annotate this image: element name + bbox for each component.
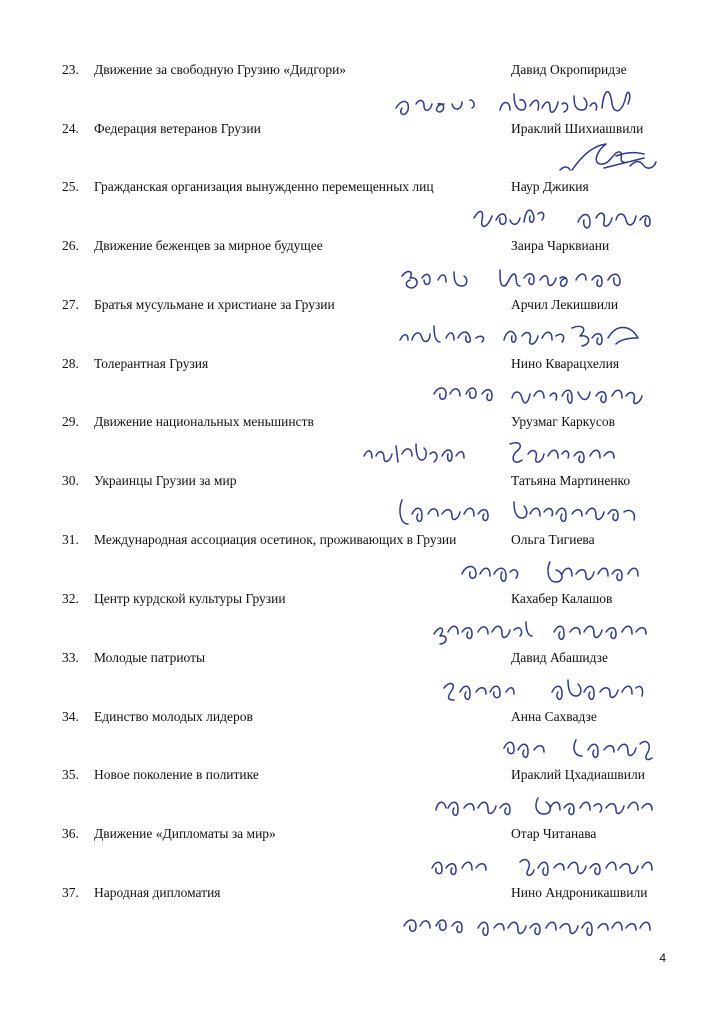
organization-name: Толерантная Грузия [94,356,209,371]
organization-name: Движение «Дипломаты за мир» [94,826,276,841]
handwritten-signature [396,314,670,356]
entry-number: 24. [62,121,79,136]
organization-name: Новое поколение в политике [94,767,259,782]
person-name: Давид Окропиридзе [511,62,627,77]
handwritten-signature [440,668,670,710]
person-name: Кахабер Калашов [511,591,613,606]
handwritten-signature [556,140,666,182]
organization-name: Молодые патриоты [94,650,206,665]
person-name: Арчил Лекишвили [511,297,619,312]
entry-number: 34. [62,709,79,724]
entry-number: 35. [62,767,79,782]
person-name: Давид Абашидзе [511,650,608,665]
handwritten-signature [430,608,670,650]
person-name: Анна Сахвадзе [511,709,597,724]
person-name: Татьяна Мартиненко [511,473,631,488]
entry-number: 32. [62,591,79,606]
organization-name: Центр курдской культуры Грузии [94,591,286,606]
page-number: 4 [659,951,666,965]
organization-name: Федерация ветеранов Грузии [94,121,261,136]
handwritten-signature [432,784,670,826]
handwritten-signature [500,726,670,768]
handwritten-signature [396,490,670,532]
organization-name: Движение национальных меньшинств [94,414,314,429]
entry-number: 37. [62,885,79,900]
organization-name: Гражданская организация вынужденно перемещенных лиц [94,179,434,194]
person-name: Ираклий Шихиашвили [511,121,644,136]
organization-name: Братья мусульмане и христиане за Грузии [94,297,335,312]
entry-number: 23. [62,62,79,77]
handwritten-signature [400,904,670,946]
handwritten-signature [458,550,670,592]
person-name: Урузмаг Каркусов [511,414,615,429]
person-name: Нино Андроникашвили [511,885,648,900]
entry-number: 31. [62,532,79,547]
entry-number: 26. [62,238,79,253]
handwritten-signature [360,432,660,474]
entry-number: 25. [62,179,79,194]
entry-number: 36. [62,826,79,841]
person-name: Заира Чарквиани [511,238,610,253]
organization-name: Единство молодых лидеров [94,709,253,724]
organization-name: Народная дипломатия [94,885,221,900]
person-name: Наур Джикия [511,179,589,194]
organization-name: Международная ассоциация осетинок, проживающих в Грузии [94,532,457,547]
person-name: Отар Читанава [511,826,597,841]
entry-number: 30. [62,473,79,488]
entry-number: 28. [62,356,79,371]
handwritten-signature [392,82,664,124]
handwritten-signature [428,844,670,886]
person-name: Нино Кварацхелия [511,356,620,371]
entry-number: 27. [62,297,79,312]
entry-number: 29. [62,414,79,429]
person-name: Ольга Тигиева [511,532,595,547]
organization-name: Украинцы Грузии за мир [94,473,237,488]
organization-name: Движение за свободную Грузию «Дидгори» [94,62,347,77]
handwritten-signature [470,196,670,238]
entry-number: 33. [62,650,79,665]
handwritten-signature [430,372,670,414]
organization-name: Движение беженцев за мирное будущее [94,238,323,253]
person-name: Ираклий Цхадиашвили [511,767,645,782]
handwritten-signature [398,256,670,298]
